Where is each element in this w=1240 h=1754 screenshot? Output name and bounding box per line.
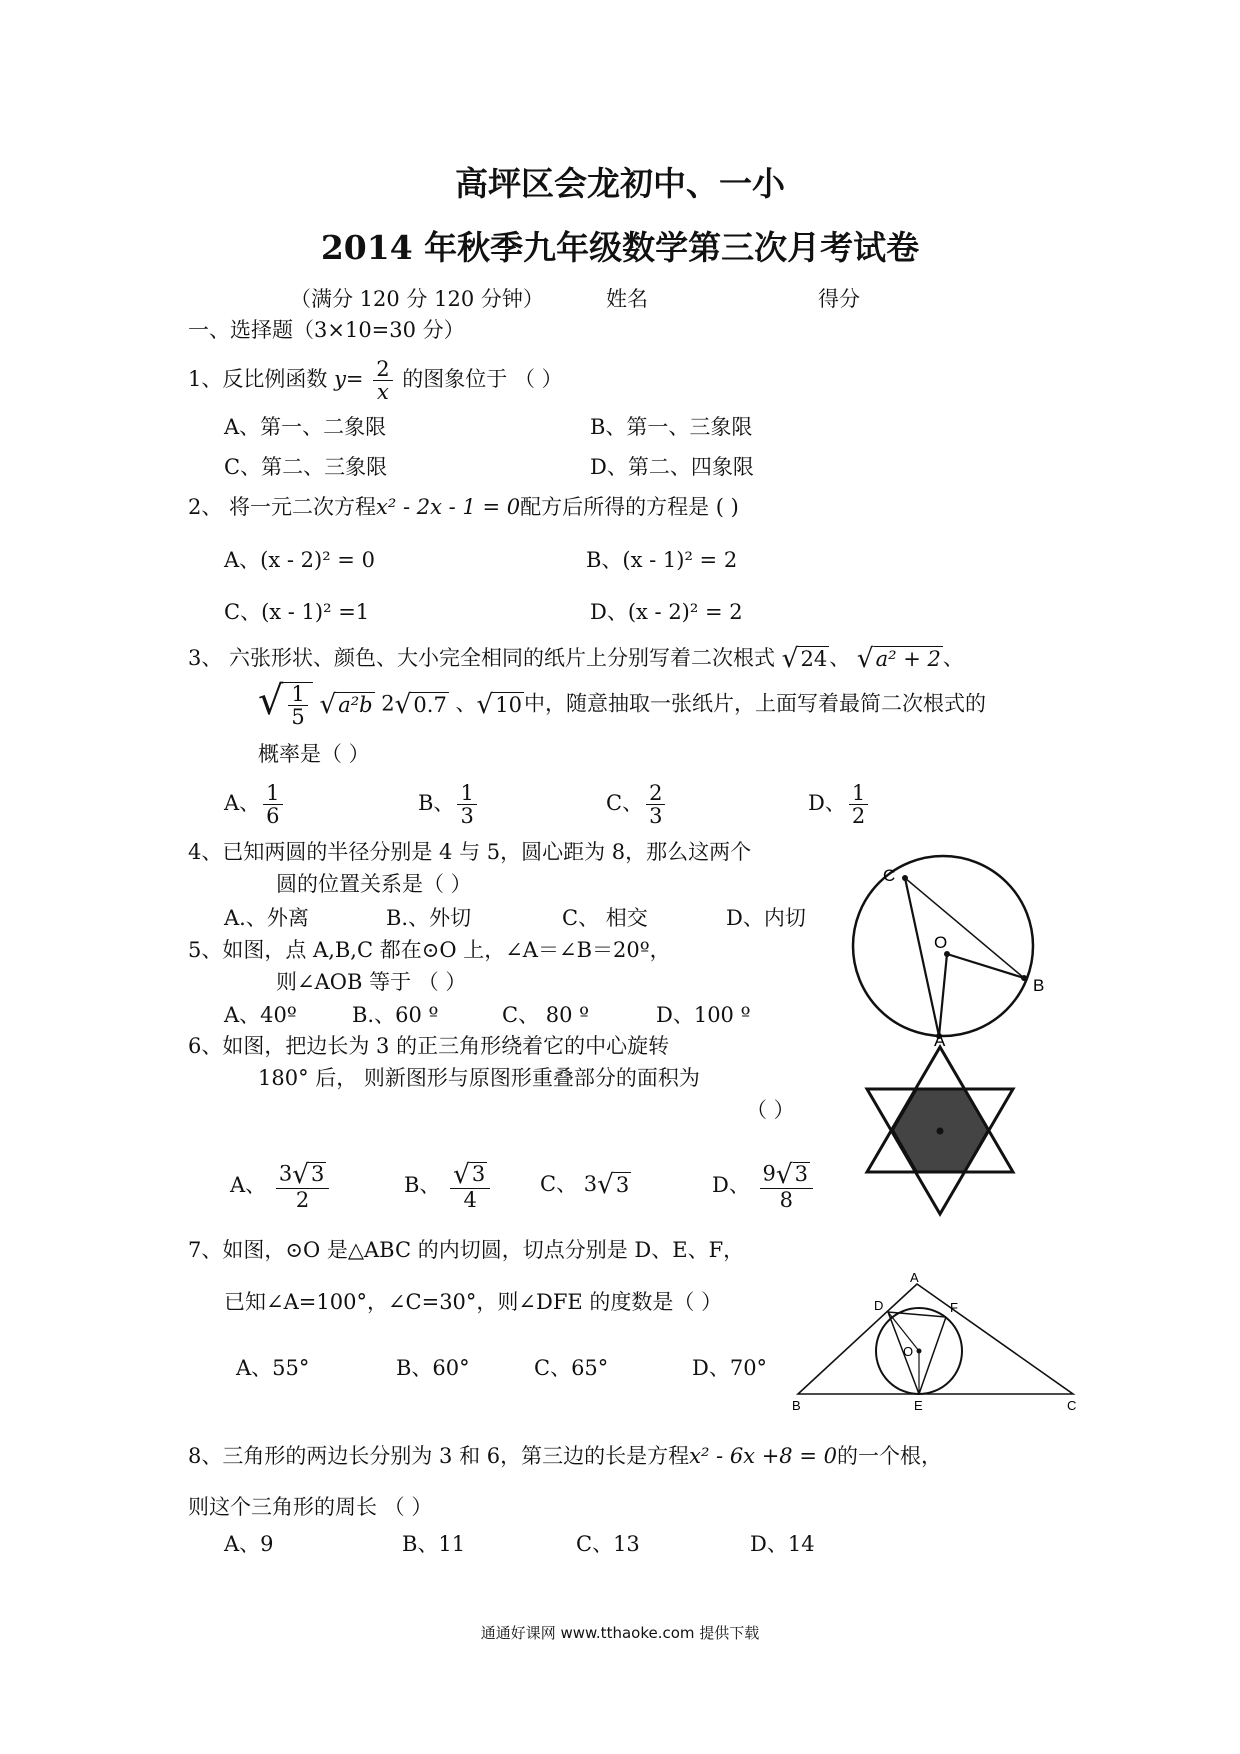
exam-title-line1: 高坪区会龙初中、一小 — [455, 164, 785, 203]
q6-center-point — [937, 1128, 944, 1135]
q1-fraction — [373, 358, 392, 403]
q1-stem-before: 1、反比例函数 — [188, 367, 328, 392]
q5-radius-oa — [939, 954, 947, 1036]
q8-option-c: C、13 — [576, 1532, 640, 1556]
q6-option-d: D、 9 √ 3 8 — [712, 1162, 816, 1211]
q2-option-a: A、(x - 2)² = 0 — [224, 548, 375, 572]
q3-radical-3: √ $\frac{1}{5}$ — [258, 682, 313, 728]
q3-sep2: 、 — [942, 646, 964, 670]
q3-option-a: A、 $\frac{1}{6}$ — [224, 782, 286, 827]
q7-label-f: F — [950, 1300, 958, 1315]
q7-label-c: C — [1067, 1398, 1077, 1413]
question-5-stem-line1: 5、如图，点 A,B,C 都在⊙O 上，∠A＝∠B＝20º， — [188, 938, 671, 962]
q3-stem-before: 3、 六张形状、颜色、大小完全相同的纸片上分别写着二次根式 — [188, 646, 776, 670]
q7-label-e: E — [914, 1398, 923, 1413]
q3-radical-2: √ a² + 2 — [856, 644, 941, 675]
question-8-stem-line2: 则这个三角形的周长 （ ） — [188, 1495, 433, 1519]
q6-option-b: B、 √ 3 4 — [404, 1162, 493, 1211]
exam-meta: （满分 120 分 120 分钟） — [290, 287, 544, 311]
q5-point-b — [1021, 975, 1027, 981]
q6-option-c: C、 3 √ 3 — [540, 1170, 630, 1201]
q3-option-d: D、 $\frac{1}{2}$ — [808, 782, 871, 827]
q8-stem-before: 8、三角形的两边长分别为 3 和 6，第三边的长是方程 — [188, 1444, 690, 1468]
question-7-stem-line1: 7、如图，⊙O 是△ABC 的内切圆，切点分别是 D、E、F， — [188, 1238, 745, 1262]
q3-option-b: B、 $\frac{1}{3}$ — [418, 782, 480, 827]
q3-option-c: C、 $\frac{2}{3}$ — [606, 782, 668, 827]
q1-stem-after: 的图象位于 （ ） — [402, 367, 563, 392]
q1-func-y: y= — [334, 367, 364, 392]
q7-option-c: C、65° — [534, 1356, 609, 1380]
q4-option-d: D、内切 — [726, 906, 806, 930]
q4-option-a: A.、外离 — [224, 906, 309, 930]
q7-option-b: B、60° — [396, 1356, 470, 1380]
q7-label-b: B — [792, 1398, 801, 1413]
q3-radical-4: √ a²b — [319, 689, 373, 720]
footer-source: 通通好课网 www.tthaoke.com 提供下载 — [480, 1624, 760, 1642]
question-8-stem-line1 — [188, 1444, 942, 1469]
q8-equation: x² - 6x +8 = 0 — [689, 1444, 837, 1468]
q7-incircle-figure — [790, 1270, 1090, 1420]
q5-label-c: C — [883, 866, 896, 885]
q6-option-a: A、 3 √ 3 2 — [230, 1162, 332, 1211]
q1-option-a: A、第一、二象限 — [224, 415, 387, 439]
q3-radical-6: √ 10 — [476, 689, 522, 720]
question-7-stem-line2: 已知∠A=100°，∠C=30°，则∠DFE 的度数是（ ） — [224, 1290, 723, 1314]
q6-label-a: A — [934, 1034, 946, 1050]
question-5-stem-line2: 则∠AOB 等于 （ ） — [276, 970, 467, 994]
q3-radical-5-coef: 2 — [381, 691, 395, 716]
q1-frac-num: 2 — [373, 358, 392, 381]
q7-label-a: A — [910, 1270, 919, 1285]
question-6-stem-line1: 6、如图，把边长为 3 的正三角形绕着它的中心旋转 — [188, 1034, 670, 1058]
q7-point-o — [917, 1349, 922, 1354]
section-heading: 一、选择题（3×10=30 分） — [188, 318, 465, 342]
q5-label-b: B — [1033, 976, 1045, 995]
q1-option-c: C、第二、三象限 — [224, 455, 388, 479]
q2-option-b: B、(x - 1)² = 2 — [586, 548, 738, 572]
q3-stem-mid: 中，随意抽取一张纸片，上面写着最简二次根式的 — [523, 691, 986, 716]
q2-stem-after: 配方后所得的方程是 ( ) — [520, 495, 739, 519]
q7-option-a: A、55° — [236, 1356, 310, 1380]
q2-option-c: C、(x - 1)² =1 — [224, 600, 370, 624]
question-1-stem — [188, 358, 563, 403]
q7-label-o: O — [903, 1344, 914, 1359]
q3-sep3: 、 — [455, 691, 477, 716]
q5-label-o: O — [934, 933, 948, 952]
q7-label-d: D — [874, 1298, 884, 1313]
q5-radius-ob — [947, 954, 1024, 978]
q5-point-c — [902, 875, 908, 881]
question-3-stem-line2 — [258, 678, 986, 730]
q5-option-d: D、100 º — [656, 1003, 751, 1027]
q1-option-b: B、第一、三象限 — [590, 415, 753, 439]
q8-option-b: B、11 — [402, 1532, 466, 1556]
question-6-paren: （ ） — [746, 1098, 795, 1122]
question-4-stem-line2: 圆的位置关系是（ ） — [276, 872, 472, 896]
q8-option-d: D、14 — [750, 1532, 815, 1556]
q5-option-a: A、40º — [224, 1003, 297, 1027]
q3-radical-1: √ 24 — [781, 644, 828, 675]
q5-option-b: B.、60 º — [352, 1003, 439, 1027]
score-label: 得分 — [818, 287, 860, 311]
question-6-stem-line2: 180° 后， 则新图形与原图形重叠部分的面积为 — [258, 1066, 700, 1090]
q7-segment-fe — [919, 1317, 946, 1394]
exam-title-line2: 2014 年秋季九年级数学第三次月考试卷 — [320, 228, 920, 267]
q7-triangle-abc — [798, 1284, 1073, 1394]
q5-option-c: C、 80 º — [502, 1003, 590, 1027]
q4-option-b: B.、外切 — [386, 906, 472, 930]
q3-radical-5: √ 0.7 — [394, 689, 447, 720]
q6-hexagram-figure — [854, 1034, 1024, 1240]
q1-frac-den: x — [376, 380, 389, 405]
question-2-stem — [188, 495, 739, 520]
q2-stem-before: 2、 将一元二次方程 — [188, 495, 377, 519]
q3-sep1: 、 — [829, 646, 851, 670]
question-3-stem-line1 — [188, 646, 964, 673]
name-label: 姓名 — [606, 287, 648, 311]
q7-option-d: D、70° — [692, 1356, 768, 1380]
question-4-stem-line1: 4、已知两圆的半径分别是 4 与 5，圆心距为 8，那么这两个 — [188, 840, 752, 864]
q8-stem-after: 的一个根， — [836, 1444, 942, 1468]
q2-equation: x² - 2x - 1 = 0 — [376, 495, 521, 519]
q4-option-c: C、 相交 — [562, 906, 648, 930]
q8-option-a: A、9 — [224, 1532, 274, 1556]
q2-option-d: D、(x - 2)² = 2 — [590, 600, 743, 624]
q1-option-d: D、第二、四象限 — [590, 455, 754, 479]
question-3-stem-line3: 概率是（ ） — [258, 742, 370, 766]
q5-circle-figure — [850, 850, 1070, 1050]
